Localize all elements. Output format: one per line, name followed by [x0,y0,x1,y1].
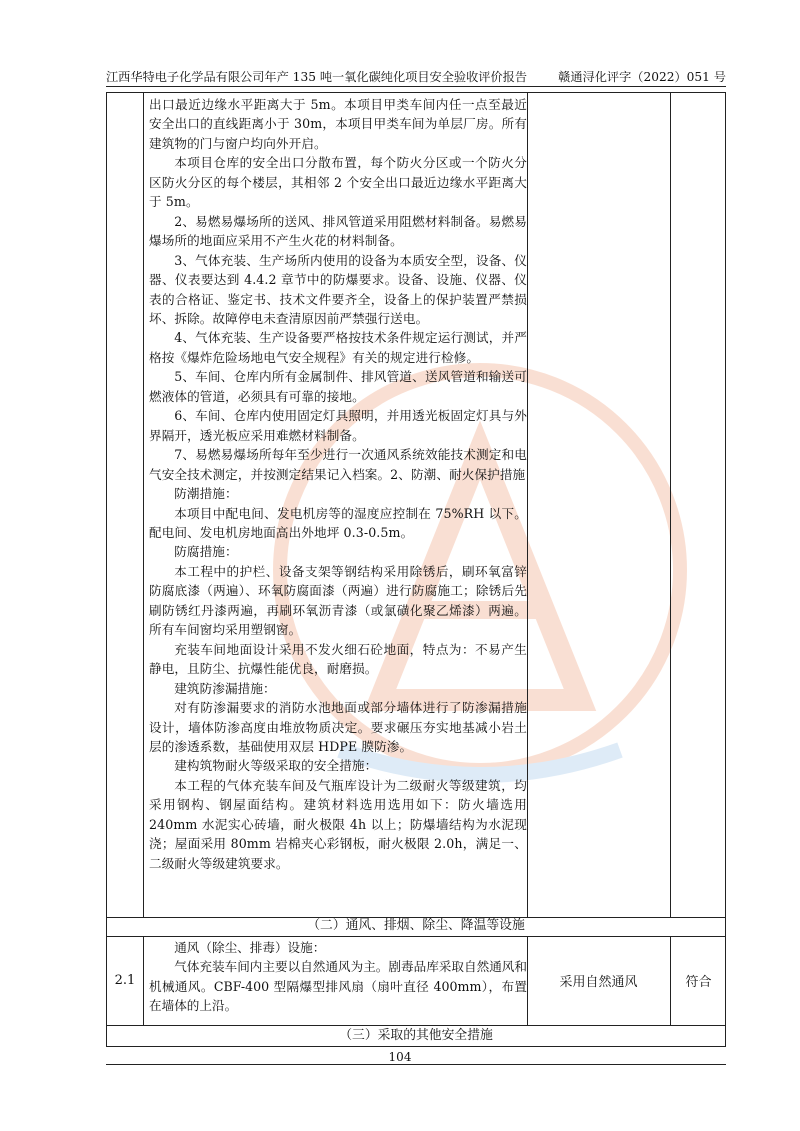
table-row-2-1 [107,936,725,1025]
paragraph: 6、车间、仓库内使用固定灯具照明，并用透光板固定灯具与外界隔开，透光板应采用难燃材料制备。 [149,408,527,443]
page-header [106,64,726,87]
paragraph: 本工程中的护栏、设备支架等钢结构采用除锈后，刷环氧富锌防腐底漆（两遍）、环氧防腐面漆（两遍）进行防腐施工；除锈后先刷防锈红丹漆两遍，再刷环氧沥青漆（或氯磺化聚乙烯漆）两遍。所有车间窗均采用塑钢窗。 [149,563,527,638]
paragraph: 本项目仓库的安全出口分散布置，每个防火分区或一个防火分区防火分区的每个楼层，其相邻 2 个安全出口最近边缘水平距离大于 5m。 [149,155,527,210]
section-heading-other-measures: （三）采取的其他安全措施 [339,1028,493,1043]
column-divider [143,936,144,1025]
paragraph: 7、易燃易爆场所每年至少进行一次通风系统效能技术测定和电气安全技术测定，并按测定结果记入档案。2、防潮、耐火保护措施 [149,447,527,482]
subheading: 通风（除尘、排毒）设施： [174,940,326,955]
row-content [149,938,527,1016]
paragraph: 本工程的气体充装车间及气瓶库设计为二级耐火等级建筑，均采用钢构、钢屋面结构。建筑材料选用选用如下：防火墙选用 240mm 水泥实心砖墙，耐火极限 4h 以上；防爆墙结构为水泥现浇；屋面采用 80mm 岩棉夹心彩钢板，耐火极限 2.0h，满足一、二级耐火等级建筑要求。 [149,777,527,871]
column-divider [670,93,671,917]
measures-body-text [149,95,527,873]
column-divider [527,93,528,917]
safety-measures-table [106,92,726,1047]
paragraph: 充装车间地面设计采用不发火细石砼地面，特点为：不易产生静电，且防尘、抗爆性能优良，耐磨损。 [149,641,527,677]
paragraph: 4、气体充装、生产设备要严格按技术条件规定运行测试，并严格按《爆炸危险场地电气安全规程》有关的规定进行检修。 [149,330,527,365]
paragraph: 2、易燃易爆场所的送风、排风管道采用阻燃材料制备。易燃易爆场所的地面应采用不产生火花的材料制备。 [149,213,527,249]
subheading: 防潮措施： [174,486,238,502]
subheading: 建筑防渗漏措施： [174,680,276,696]
section-heading-ventilation: （二）通风、排烟、除尘、降温等设施 [307,918,525,933]
paragraph: 对有防渗漏要求的消防水池地面或部分墙体进行了防渗漏措施设计，墙体防渗高度由堆放物质决定。要求碾压夯实地基减小岩土层的渗透系数，基础使用双层 HDPE 膜防渗。 [149,700,527,754]
paragraph: 3、气体充装、生产场所内使用的设备为本质安全型，设备、仪器、仪表要达到 4.4.2 章节中的防爆要求。设备、设施、仪器、仪表的合格证、鉴定书、技术文件要齐全，设备上的保护装置严禁损坏、拆除。故障停电未查清原因前严禁强行送电。 [149,252,527,326]
paragraph: 出口最近边缘水平距离大于 5m。本项目甲类车间内任一点至最近安全出口的直线距离小于 30m，本项目甲类车间为单层厂房。所有建筑物的门与窗户均向外开启。 [149,97,527,151]
subheading: 建构筑物耐火等级采取的安全措施： [174,758,378,774]
paragraph: 本项目中配电间、发电机房等的湿度应控制在 75%RH 以下。配电间、发电机房地面高出外地坪 0.3-0.5m。 [149,505,527,540]
page-number: 104 [388,1050,412,1064]
row-number: 2.1 [114,973,136,988]
report-title: 江西华特电子化学品有限公司年产 135 吨一氧化碳纯化项目安全验收评价报告 [106,70,528,84]
conformity-result-cell: 符合 [685,975,712,990]
paragraph: 气体充装车间内主要以自然通风为主。剧毒品库采取自然通风和机械通风。CBF-400 型隔爆型排风扇（扇叶直径 400mm），布置在墙体的上沿。 [149,959,527,1014]
footer-rule [106,1064,726,1065]
report-number: 赣通浔化评字（2022）051 号 [558,70,726,84]
paragraph: 5、车间、仓库内所有金属制件、排风管道、送风管道和输送可燃液体的管道，必须具有可靠的接地。 [149,369,527,404]
subheading: 防腐措施： [174,544,238,560]
column-divider [143,93,144,917]
actual-measure-cell: 采用自然通风 [559,975,638,990]
